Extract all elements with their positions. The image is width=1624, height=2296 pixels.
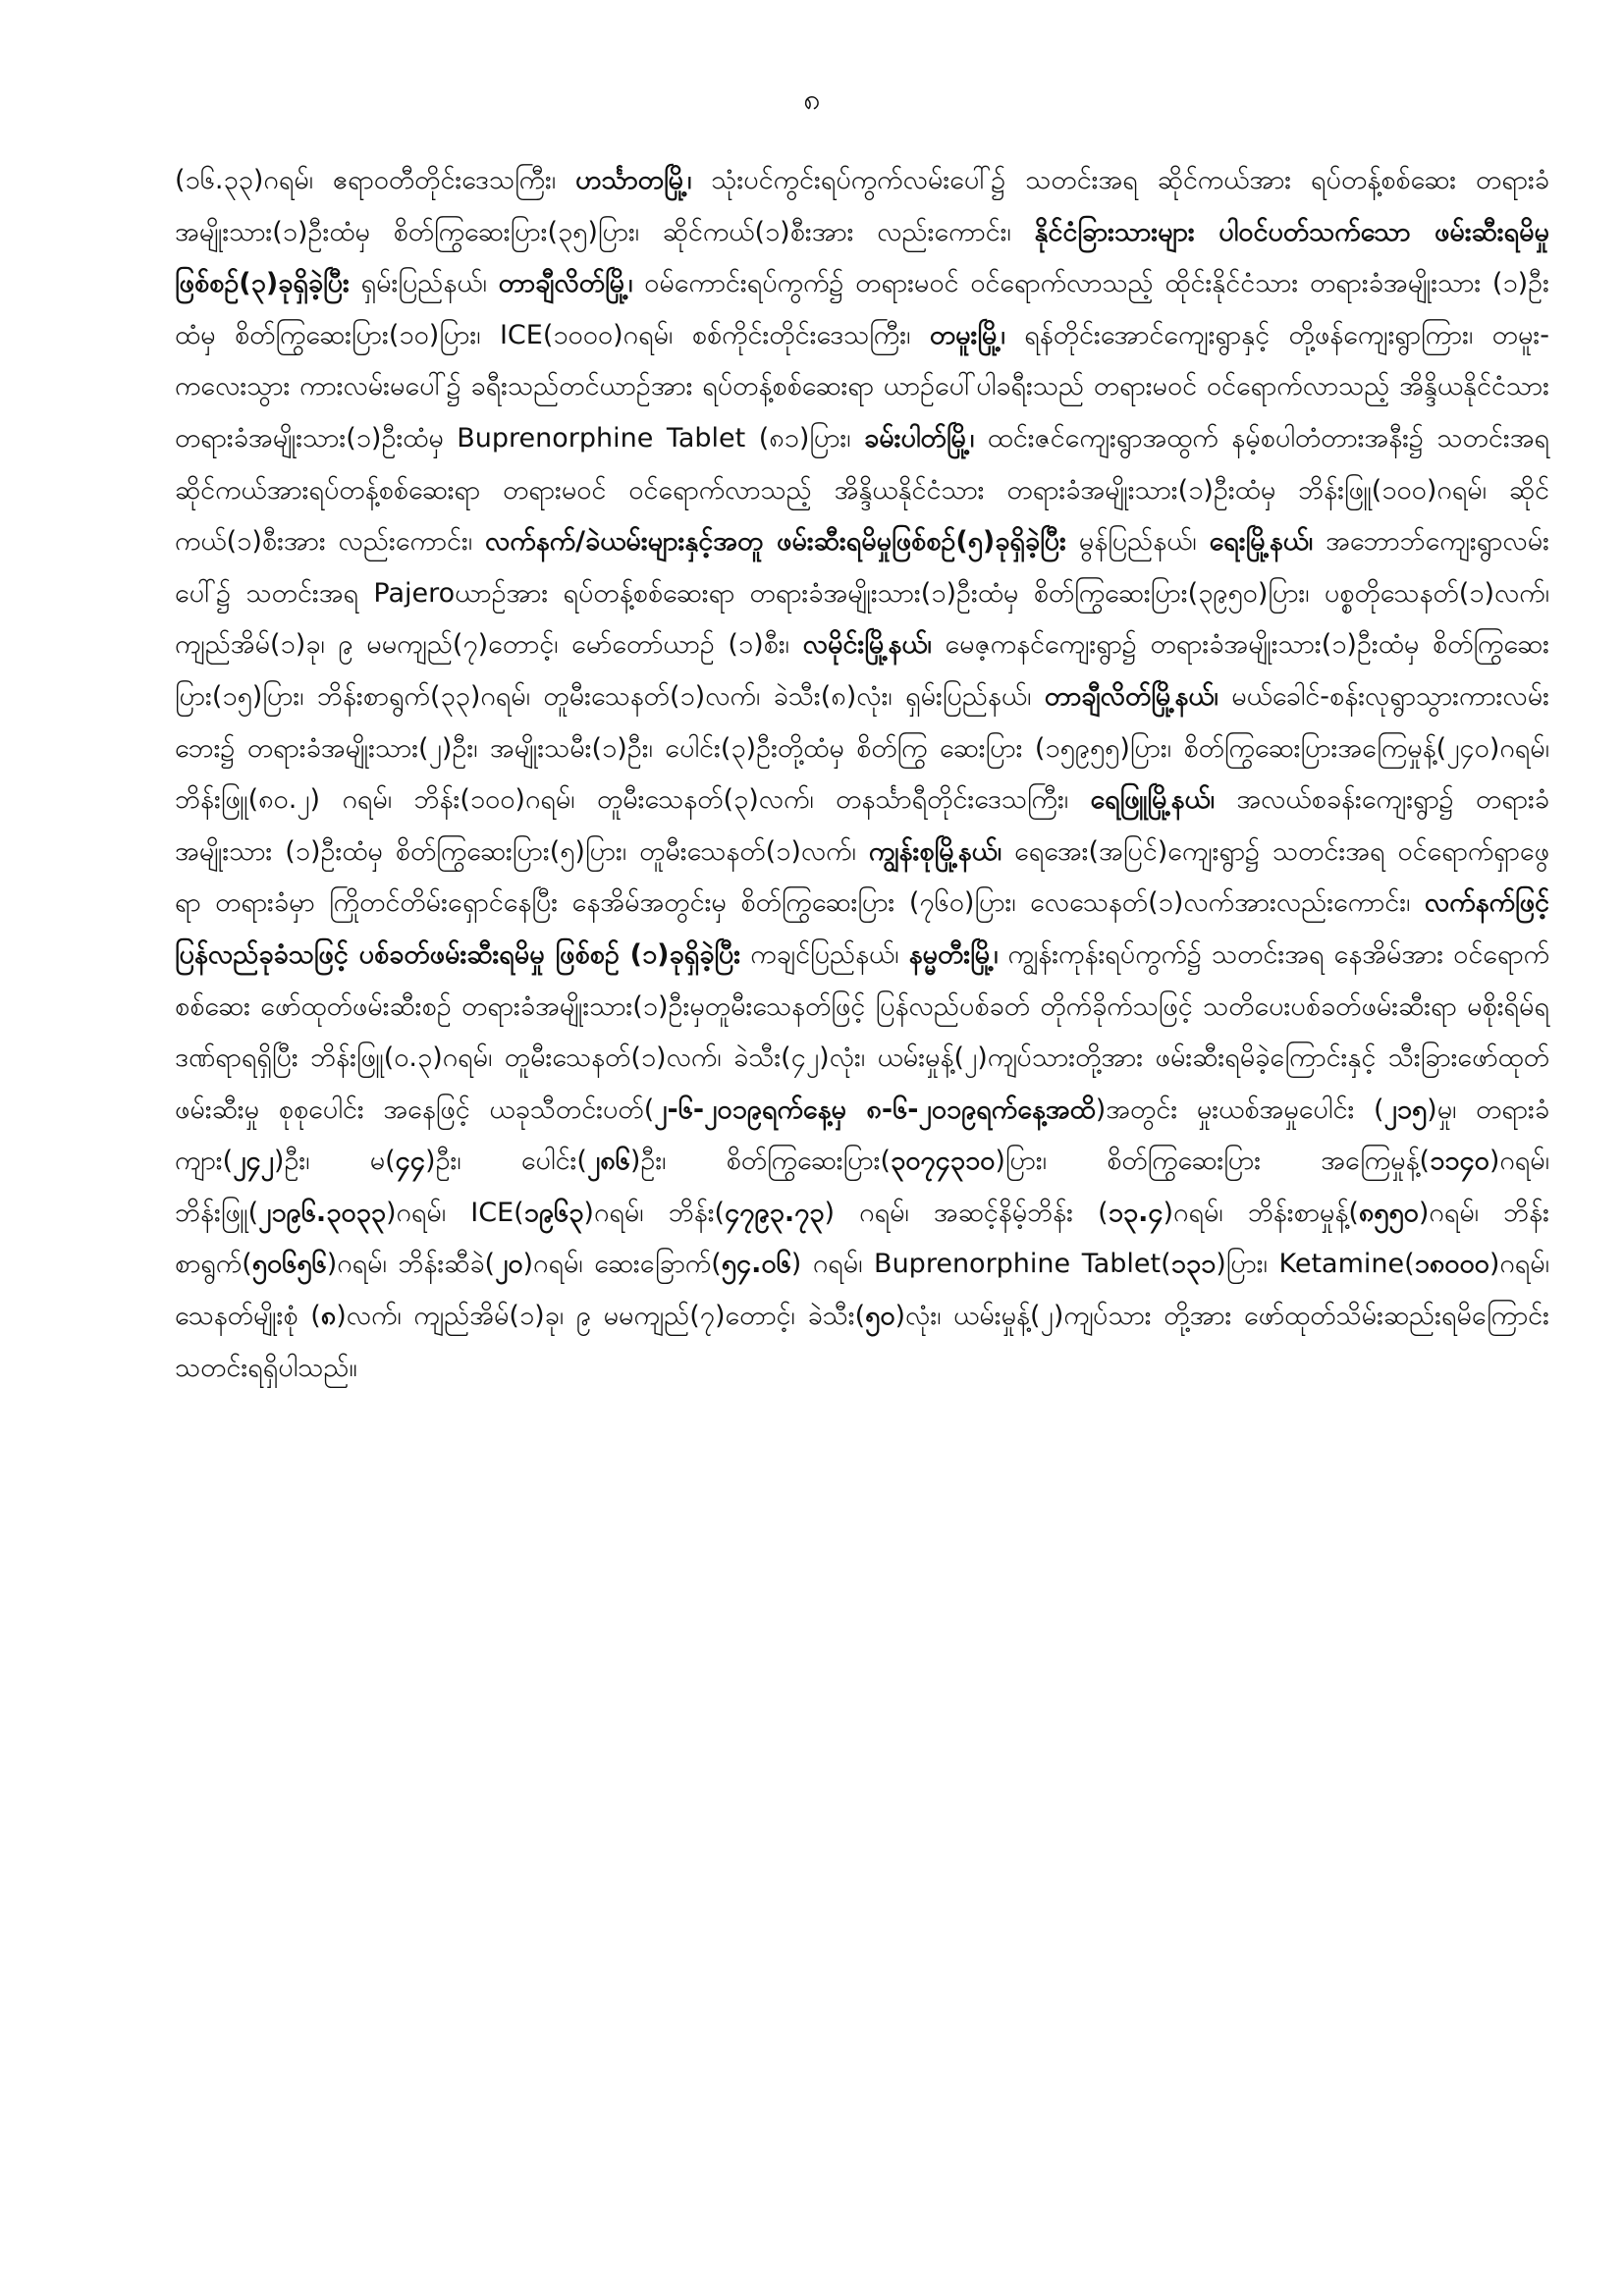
text-run: )ဂရမ်၊ ဘိန်းစာရွက်( [175, 1197, 1550, 1280]
bold-text-run: ဟင်္သာတမြို့၊ [575, 165, 692, 195]
text-run: )ဂရမ်၊ ICE( [385, 1197, 524, 1228]
bold-text-run: ၄၇၉၃.၇၃ [725, 1197, 825, 1228]
text-run: )အတွင်း မှုးယစ်အမှုပေါင်း ( [1095, 1094, 1384, 1125]
text-run: )လက်၊ ကျည်အိမ်(၁)ခု၊ ၉ မမကျည်(၇)တောင့်၊ ခဲသီး( [336, 1301, 866, 1332]
bold-text-run: ခမ်းပါတ်မြို့၊ [864, 422, 975, 454]
bold-text-run: ၈၅၅၀ [1358, 1197, 1419, 1228]
bold-text-run: ၈ [320, 1301, 337, 1332]
text-run: ရန်တိုင်းအောင်ကျေးရွာနှင့် တို့ဖန်ကျေးရွာကြား၊ တမူး-ကလေးသွား ကားလမ်းမပေါ်၌ ခရီးသည်တင်ယာဉ်အား ရပ်တန့်စစ်ဆေးရာ ယာဉ်ပေါ်ပါခရီးသည် တရားမဝင် ဝင်ရောက်လာသည့် အိန္ဒိယနိုင်ငံသား တရားခံအမျိုးသား(၁)ဦးထံမှ Buprenorphine Tablet (၈၁)ပြား၊ [175, 319, 1549, 454]
bold-text-run: ၂-၆-၂၀၁၉ရက်နေ့မှ ၈-၆-၂၀၁၉ရက်နေ့အထိ [654, 1094, 1096, 1125]
bold-text-run: ၁၈၀၀၀ [1414, 1249, 1489, 1280]
bold-text-run: လက်နက်/ခဲယမ်းများနှင့်အတူ ဖမ်းဆီးရမိမှုဖြစ်စဉ်(၅)ခုရှိခဲ့ပြီး [485, 526, 1066, 558]
bold-text-run: ၁၉၆၃ [523, 1197, 584, 1228]
bold-text-run: ၂၀ [495, 1249, 523, 1280]
bold-text-run: တာချီလိတ်မြို့၊ [498, 268, 633, 299]
bold-text-run: ၂၁၅ [1383, 1094, 1428, 1125]
text-run: ထင်းဇင်ကျေးရွာအထွက် နမ့်စပါတံတားအနီး၌ သတင်းအရ ဆိုင်ကယ်အားရပ်တန့်စစ်ဆေးရာ တရားမဝင် ဝင်ရောက်လာသည့် အိန္ဒိယနိုင်ငံသား တရားခံအမျိုးသား(၁)ဦးထံမှ ဘိန်းဖြူ(၁၀၀)ဂရမ်၊ ဆိုင်ကယ်(၁)စီးအား လည်းကောင်း၊ [175, 422, 1549, 558]
bold-text-run: ၂၄၂ [233, 1146, 274, 1177]
text-run: )ပြား၊ စိတ်ကြွဆေးပြား အကြေမှုန့်( [995, 1146, 1431, 1177]
text-run: )ပြား၊ Ketamine( [1216, 1249, 1415, 1280]
text-run: )ဦး၊ စိတ်ကြွဆေးပြား( [629, 1146, 892, 1177]
text-run: )ဂရမ်၊ ဘိန်းဆီခဲ( [326, 1249, 496, 1280]
bold-text-run: ရေဖြူမြို့နယ်၊ [1090, 784, 1215, 816]
bold-text-run: ၅၀၆၅၆ [251, 1249, 327, 1280]
bold-text-run: ၁၃၁ [1170, 1249, 1217, 1280]
bold-text-run: ကျွန်းစုမြို့နယ်၊ [868, 835, 1002, 867]
bold-text-run: တာချီလိတ်မြို့နယ်၊ [1044, 680, 1218, 712]
text-run: )မှု၊ တရားခံကျား( [175, 1094, 1550, 1177]
text-run: ) ဂရမ်၊ Buprenorphine Tablet( [790, 1249, 1171, 1280]
text-run: အဘောဘ်ကျေးရွာလမ်းပေါ်၌ သတင်းအရ Pajeroယာဉ်အား ရပ်တန့်စစ်ဆေးရာ တရားခံအမျိုးသား(၁)ဦးထံမှ စိတ်ကြွဆေးပြား(၃၉၅၀)ပြား၊ ပစ္စတိုသေနတ်(၁)လက်၊ ကျည်အိမ်(၁)ခု၊ ၉ မမကျည်(၇)တောင့်၊ မော်တော်ယာဉ် (၁)စီး၊ [175, 526, 1549, 661]
text-run: )ဂရမ်၊ ဘိန်းဖြူ( [175, 1146, 1550, 1228]
bold-text-run: နိုင်ငံခြားသားများ ပါဝင်ပတ်သက်သော ဖမ်းဆီးရမိမှုဖြစ်စဉ်(၃)ခုရှိခဲ့ပြီး [175, 216, 1549, 299]
page-number: ၈ [803, 82, 821, 117]
text-run: မယ်ခေါင်-စန်းလုရွာသွားကားလမ်းဘေး၌ တရားခံအမျိုးသား(၂)ဦး၊ အမျိုးသမီး(၁)ဦး၊ ပေါင်း(၃)ဦးတို့ထံမှ စိတ်ကြွ ဆေးပြား (၁၅၉၅၅)ပြား၊ စိတ်ကြွဆေးပြားအကြေမှုန့်(၂၄၀)ဂရမ်၊ ဘိန်းဖြူ(၈၀.၂) ဂရမ်၊ ဘိန်း(၁၀၀)ဂရမ်၊ တူမီးသေနတ်(၃)လက်၊ တနင်္သာရီတိုင်းဒေသကြီး၊ [175, 680, 1549, 816]
bold-text-run: တမူးမြို့၊ [929, 319, 1005, 350]
bold-text-run: ၃၀၇၄၃၁၀ [891, 1146, 996, 1177]
text-run: )ဂရမ်၊ ဘိန်း( [583, 1197, 726, 1228]
text-run: )ဂရမ်၊ သေနတ်မျိုးစုံ ( [175, 1249, 1549, 1332]
text-run: ဝမ်ကောင်းရပ်ကွက်၌ တရားမဝင် ဝင်ရောက်လာသည့် ထိုင်းနိုင်ငံသား တရားခံအမျိုးသား (၁)ဦးထံမှ စိတ်ကြွဆေးပြား(၁၀)ပြား၊ ICE(၁၀၀၀)ဂရမ်၊ စစ်ကိုင်းတိုင်းဒေသကြီး၊ [175, 268, 1549, 350]
bold-text-run: ၁၃.၄ [1108, 1197, 1164, 1228]
text-run: )ဦး၊ မ( [273, 1146, 396, 1177]
text-run: )ဦး၊ ပေါင်း( [425, 1146, 587, 1177]
text-run: ကျွန်းကုန်းရပ်ကွက်၌ သတင်းအရ နေအိမ်အား ဝင်ရောက်စစ်ဆေး ဖော်ထုတ်ဖမ်းဆီးစဉ် တရားခံအမျိုးသား(၁)ဦးမှတူမီးသေနတ်ဖြင့် ပြန်လည်ပစ်ခတ် တိုက်ခိုက်သဖြင့် သတိပေးပစ်ခတ်ဖမ်းဆီးရာ မစိုးရိမ်ရ ဒဏ်ရာရရှိပြီး ဘိန်းဖြူ(၀.၃)ဂရမ်၊ တူမီးသေနတ်(၁)လက်၊ ခဲသီး(၄၂)လုံး၊ ယမ်းမှုန့်(၂)ကျပ်သားတို့အား ဖမ်းဆီးရမိခဲ့ကြောင်းနှင့် သီးခြားဖော်ထုတ်ဖမ်းဆီးမှု စုစုပေါင်း အနေဖြင့် ယခုသီတင်းပတ်( [175, 938, 1549, 1125]
text-run: ကချင်ပြည်နယ်၊ [740, 938, 909, 970]
bold-text-run: လမိုင်းမြို့နယ်၊ [802, 629, 932, 661]
text-run: သုံးပင်ကွင်းရပ်ကွက်လမ်းပေါ်၌ သတင်းအရ ဆိုင်ကယ်အား ရပ်တန့်စစ်ဆေး တရားခံအမျိုးသား(၁)ဦးထံမှ စိတ်ကြွဆေးပြား(၃၅)ပြား၊ ဆိုင်ကယ်(၁)စီးအား လည်းကောင်း၊ [175, 165, 1549, 247]
text-run: မေဇ့ကနင်ကျေးရွာ၌ တရားခံအမျိုးသား(၁)ဦးထံမှ စိတ်ကြွဆေးပြား(၁၅)ပြား၊ ဘိန်းစာရွက်(၃၃)ဂရမ်၊ တူမီးသေနတ်(၁)လက်၊ ခဲသီး(၈)လုံး၊ ရှမ်းပြည်နယ်၊ [175, 629, 1550, 712]
text-run: (၁၆.၃၃)ဂရမ်၊ ဧရာဝတီတိုင်းဒေသကြီး၊ [175, 165, 576, 195]
text-run: )လုံး၊ ယမ်းမှုန့်(၂)ကျပ်သား တို့အား ဖော်ထုတ်သိမ်းဆည်းရမိကြောင်း သတင်းရရှိပါသည်။ [175, 1301, 1550, 1383]
bold-text-run: ၂၁၉၆.၃၀၃၃ [258, 1197, 386, 1228]
report-paragraph [175, 155, 1549, 1394]
bold-text-run: နမ္မတီးမြို့၊ [908, 938, 999, 970]
bold-text-run: ၅၀ [865, 1301, 895, 1332]
text-run: )ဂရမ်၊ ဘိန်းစာမှုန့်( [1163, 1197, 1359, 1228]
bold-text-run: ၄၄ [395, 1146, 426, 1177]
text-run: ရေအေး(အပြင်)ကျေးရွာ၌ သတင်းအရ ဝင်ရောက်ရှာဖွေရာ တရားခံမှာ ကြိုတင်တိမ်းရှောင်နေပြီး နေအိမ်အတွင်းမှ စိတ်ကြွဆေးပြား (၇၆၀)ပြား၊ လေသေနတ်(၁)လက်အားလည်းကောင်း၊ [175, 835, 1549, 919]
text-run: ရှမ်းပြည်နယ်၊ [349, 268, 499, 299]
bold-text-run: ၅၄.၀၆ [721, 1249, 791, 1280]
text-run: )ဂရမ်၊ ဆေးခြောက်( [522, 1249, 722, 1280]
bold-text-run: လက်နက်ဖြင့်ပြန်လည်ခုခံသဖြင့် ပစ်ခတ်ဖမ်းဆီးရမိမှု ဖြစ်စဉ် (၁)ခုရှိခဲ့ပြီး [175, 887, 1549, 970]
text-run: မွန်ပြည်နယ်၊ [1065, 526, 1210, 558]
bold-text-run: ၂၈၆ [586, 1146, 630, 1177]
text-run: ) ဂရမ်၊ အဆင့်နိမ့်ဘိန်း ( [824, 1197, 1109, 1228]
text-run: အလယ်စခန်းကျေးရွာ၌ တရားခံအမျိုးသား (၁)ဦးထံမှ စိတ်ကြွဆေးပြား(၅)ပြား၊ တူမီးသေနတ်(၁)လက်၊ [175, 784, 1549, 867]
bold-text-run: ရေးမြို့နယ်၊ [1209, 526, 1314, 558]
bold-text-run: ၁၁၄၀ [1430, 1146, 1489, 1177]
